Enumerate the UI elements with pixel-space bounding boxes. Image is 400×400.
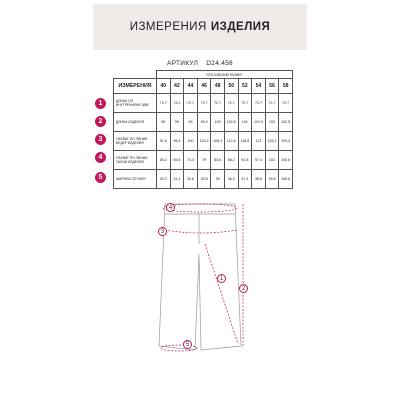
table-cell: 31.4 — [170, 170, 184, 189]
row-label: ОБХВАТ ПО ЛИНИИ БЕДЕР ИЗДЕЛИЯ — [114, 132, 157, 151]
row-marker-1: 1 — [95, 98, 106, 109]
table-cell: 32.6 — [184, 170, 198, 189]
table-cell: 91.6 — [157, 132, 171, 151]
article-code: D24.458 — [206, 60, 233, 67]
table-cell: 125.2 — [265, 132, 279, 151]
table-cell: 35 — [211, 170, 225, 189]
table-cell: 101 — [238, 113, 252, 132]
table-cell: 99 — [157, 113, 171, 132]
row-marker-3: 3 — [95, 134, 106, 145]
table-cell: 88.2 — [224, 151, 238, 170]
size-header: 48 — [211, 79, 225, 94]
table-cell: 79 — [197, 151, 211, 170]
size-header: 44 — [184, 79, 198, 94]
table-cell: 95.6 — [170, 132, 184, 151]
table-cell: 92.8 — [238, 151, 252, 170]
table-cell: 116.8 — [238, 132, 252, 151]
title-light: ИЗМЕРЕНИЯ — [129, 21, 207, 33]
table-cell: 65.2 — [157, 151, 171, 170]
article-label: АРТИКУЛ — [167, 60, 199, 67]
size-header: 54 — [252, 79, 266, 94]
hip-measure-line — [165, 230, 237, 233]
table-cell: 129.4 — [279, 132, 293, 151]
title-bold: ИЗДЕЛИЯ — [210, 21, 271, 33]
trousers-diagram — [93, 4, 307, 396]
size-header: 50 — [224, 79, 238, 94]
table-cell: 101.5 — [252, 113, 266, 132]
table-cell: 72.7 — [238, 94, 252, 113]
row-label: ОБХВАТ ПО ЛИНИИ ТАЛИИ ИЗДЕЛИЯ — [114, 151, 157, 170]
table-cell: 36.2 — [224, 170, 238, 189]
size-header: 40 — [157, 79, 171, 94]
table-cell: 74.4 — [184, 151, 198, 170]
table-cell: 72.7 — [184, 94, 198, 113]
inseam-measure-line — [205, 244, 238, 344]
table-cell: 100 — [211, 113, 225, 132]
table-cell: 121 — [252, 132, 266, 151]
table-cell: 100.5 — [224, 113, 238, 132]
diagram-label-2: 2 — [239, 284, 248, 293]
table-cell: 99 — [170, 113, 184, 132]
trousers-outline — [159, 204, 241, 350]
diagram-label-4: 4 — [166, 203, 175, 212]
size-header: 42 — [170, 79, 184, 94]
table-cell: 72.7 — [211, 94, 225, 113]
table-cell: 102.5 — [279, 113, 293, 132]
table-cell: 106.6 — [279, 151, 293, 170]
row-marker-5: 5 — [95, 172, 106, 183]
table-cell: 108.4 — [211, 132, 225, 151]
table-cell: 72.7 — [252, 94, 266, 113]
table-cell: 72.7 — [197, 94, 211, 113]
row-marker-2: 2 — [95, 116, 106, 127]
table-cell: 39.8 — [265, 170, 279, 189]
row-marker-4: 4 — [95, 152, 106, 163]
corner-label: ИЗМЕРЕНИЯ — [114, 79, 157, 94]
size-header: 56 — [265, 79, 279, 94]
table-cell: 72.7 — [265, 94, 279, 113]
row-label: ШИРИНА ПО НИЗУ — [114, 170, 157, 189]
table-cell: 72.7 — [224, 94, 238, 113]
table-cell: 73.7 — [157, 94, 171, 113]
table-cell: 38.6 — [252, 170, 266, 189]
table-cell: 102 — [265, 113, 279, 132]
table-cell: 100 — [184, 132, 198, 151]
row-label: ДЛИНА ПО ВНУТРЕННЕМУ ШВУ — [114, 94, 157, 113]
table-cell: 104.2 — [197, 132, 211, 151]
diagram-label-3: 3 — [158, 227, 167, 236]
table-cell: 99.5 — [197, 113, 211, 132]
measurement-card — [93, 4, 307, 396]
table-cell: 37.4 — [238, 170, 252, 189]
table-cell: 112.6 — [224, 132, 238, 151]
diagram-label-5: 5 — [183, 340, 192, 349]
table-cell: 102 — [265, 151, 279, 170]
size-header: 46 — [197, 79, 211, 94]
size-header: 52 — [238, 79, 252, 94]
table-cell: 73.2 — [170, 94, 184, 113]
table-cell: 33.8 — [197, 170, 211, 189]
row-label: ДЛИНА ИЗДЕЛИЯ — [114, 113, 157, 132]
table-cell: 106.6 — [279, 170, 293, 189]
table-cell: 97.4 — [252, 151, 266, 170]
size-header: 58 — [279, 79, 293, 94]
table-cell: 69.8 — [170, 151, 184, 170]
table-cell: 72.7 — [279, 94, 293, 113]
table-cell: 99 — [184, 113, 198, 132]
table-cell: 83.6 — [211, 151, 225, 170]
ruler-label: РОССИЙСКИЙ РАЗМЕР — [157, 71, 293, 79]
diagram-label-1: 1 — [217, 274, 226, 283]
table-cell: 30.2 — [157, 170, 171, 189]
